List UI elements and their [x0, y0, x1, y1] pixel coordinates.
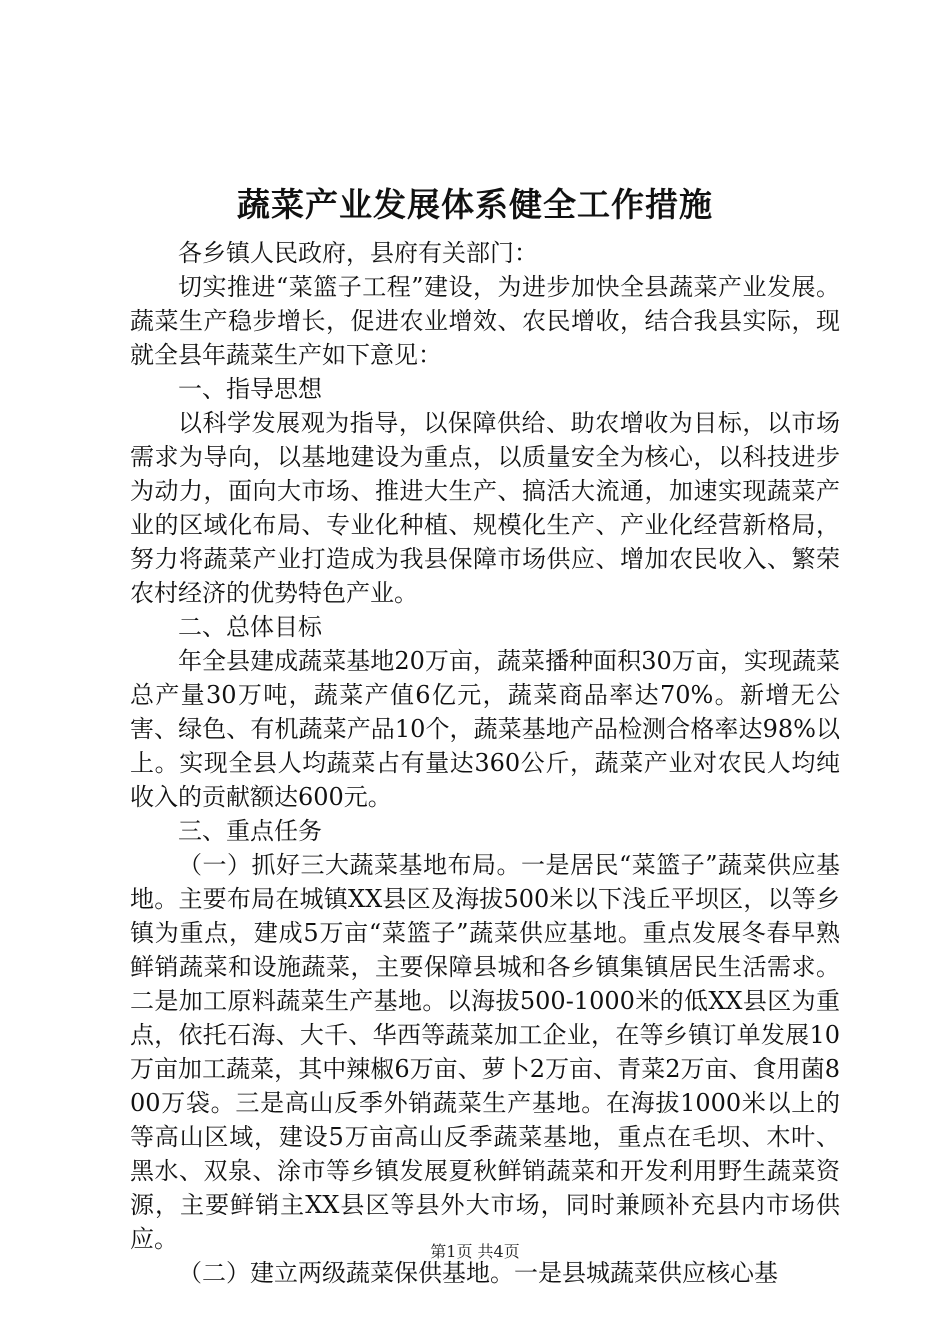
document-body — [130, 236, 840, 1290]
intro-paragraph: 切实推进“菜篮子工程”建设，为进步加快全县蔬菜产业发展。蔬菜生产稳步增长，促进农业增效、农民增收，结合我县实际，现就全县年蔬菜生产如下意见： — [130, 273, 840, 369]
document-title: 蔬菜产业发展体系健全工作措施 — [237, 185, 713, 224]
section-heading-key-tasks: 三、重点任务 — [178, 817, 322, 845]
key-task-two-paragraph: （二）建立两级蔬菜保供基地。一是县城蔬菜供应核心基 — [178, 1259, 778, 1287]
guiding-ideology-paragraph: 以科学发展观为指导，以保障供给、助农增收为目标，以市场需求为导向，以基地建设为重点，以质量安全为核心，以科技进步为动力，面向大市场、推进大生产、搞活大流通，加速实现蔬菜产业的区域化布局、专业化种植、规模化生产、产业化经营新格局，努力将蔬菜产业打造成为我县保障市场供应、增加农民收入、繁荣农村经济的优势特色产业。 — [130, 409, 840, 607]
section-heading-overall-goals: 二、总体目标 — [178, 613, 322, 641]
section-heading-guiding-ideology: 一、指导思想 — [178, 375, 322, 403]
salutation: 各乡镇人民政府，县府有关部门： — [178, 239, 538, 267]
key-task-one-paragraph: （一）抓好三大蔬菜基地布局。一是居民“菜篮子”蔬菜供应基地。主要布局在城镇XX县区及海拔500米以下浅丘平坝区，以等乡镇为重点，建成5万亩“菜篮子”蔬菜供应基地。重点发展冬春早熟鲜销蔬菜和设施蔬菜，主要保障县城和各乡镇集镇居民生活需求。二是加工原料蔬菜生产基地。以海拔500-1000米的低XX县区为重点，依托石海、大千、华西等蔬菜加工企业，在等乡镇订单发展10万亩加工蔬菜，其中辣椒6万亩、萝卜2万亩、青菜2万亩、食用菌800万袋。三是高山反季外销蔬菜生产基地。在海拔1000米以上的等高山区域，建设5万亩高山反季蔬菜基地，重点在毛坝、木叶、黑水、双泉、涂市等乡镇发展夏秋鲜销蔬菜和开发利用野生蔬菜资源，主要鲜销主XX县区等县外大市场，同时兼顾补充县内市场供应。 — [130, 851, 840, 1253]
overall-goals-paragraph: 年全县建成蔬菜基地20万亩，蔬菜播种面积30万亩，实现蔬菜总产量30万吨，蔬菜产值6亿元，蔬菜商品率达70%。新增无公害、绿色、有机蔬菜产品10个，蔬菜基地产品检测合格率达98%以上。实现全县人均蔬菜占有量达360公斤，蔬菜产业对农民人均纯收入的贡献额达600元。 — [130, 647, 840, 811]
page-number-footer: 第1页 共4页 — [430, 1242, 520, 1261]
